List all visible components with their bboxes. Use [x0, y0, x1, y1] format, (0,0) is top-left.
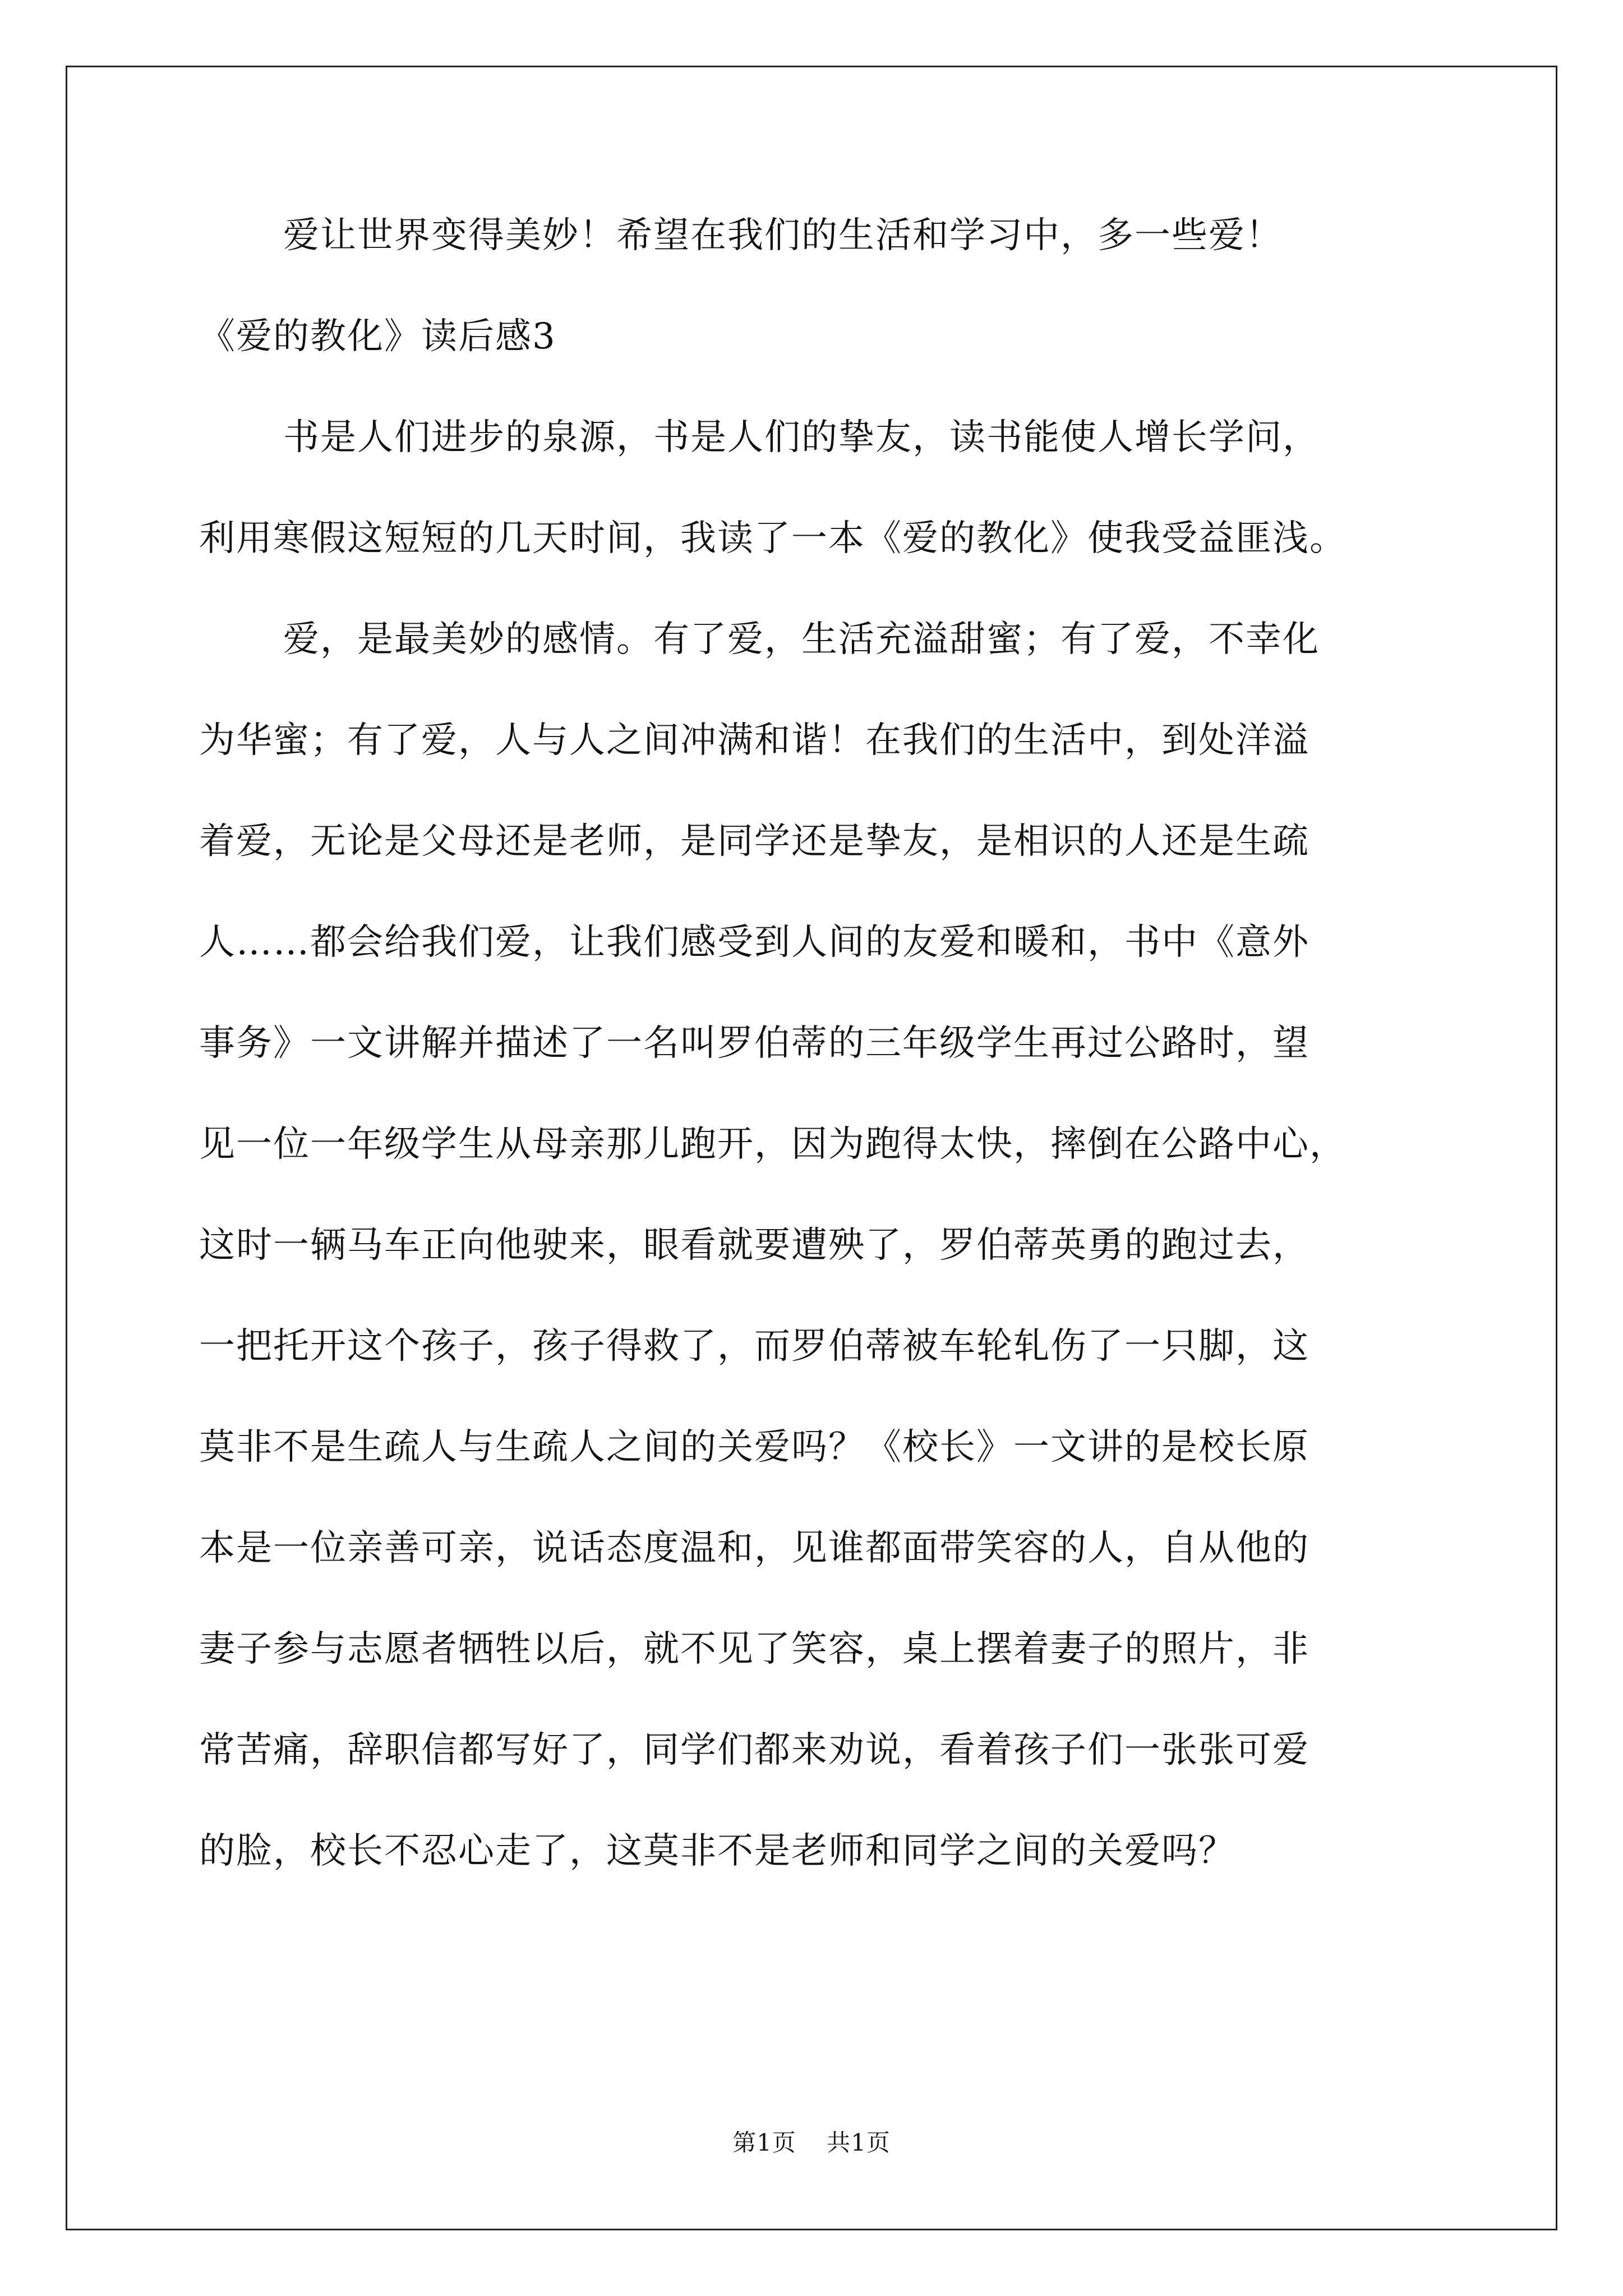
section-title: 《爱的教化》读后感3 [199, 316, 556, 357]
paragraph-line: 爱，是最美妙的感情。有了爱，生活充溢甜蜜；有了爱，不幸化 [283, 619, 1320, 660]
paragraph-line: 本是一位亲善可亲，说话态度温和，见谁都面带笑容的人，自从他的 [199, 1527, 1310, 1569]
paragraph-line: 着爱，无论是父母还是老师，是同学还是挚友，是相识的人还是生疏 [199, 821, 1310, 862]
paragraph-line: 莫非不是生疏人与生疏人之间的关爱吗？《校长》一文讲的是校长原 [199, 1427, 1310, 1468]
paragraph-line: 书是人们进步的泉源，书是人们的挚友，读书能使人增长学问， [283, 417, 1320, 458]
page-footer [0, 2126, 1623, 2160]
page-total: 共1页 [827, 2129, 891, 2156]
page-number: 第1页 [732, 2129, 796, 2156]
paragraph-line: 妻子参与志愿者牺牲以后，就不见了笑容，桌上摆着妻子的照片，非 [199, 1628, 1310, 1670]
paragraph-line: 常苦痛，辞职信都写好了，同学们都来劝说，看着孩子们一张张可爱 [199, 1729, 1310, 1771]
paragraph-line: 事务》一文讲解并描述了一名叫罗伯蒂的三年级学生再过公路时，望 [199, 1023, 1310, 1064]
paragraph-line: 利用寒假这短短的几天时间，我读了一本《爱的教化》使我受益匪浅。 [199, 518, 1347, 559]
paragraph-line: 见一位一年级学生从母亲那儿跑开，因为跑得太快，摔倒在公路中心， [199, 1124, 1347, 1165]
paragraph-line: 人……都会给我们爱，让我们感受到人间的友爱和暖和，书中《意外 [199, 922, 1310, 963]
paragraph-line: 一把托开这个孩子，孩子得救了，而罗伯蒂被车轮轧伤了一只脚，这 [199, 1326, 1310, 1367]
paragraph-line: 为华蜜；有了爱，人与人之间冲满和谐！在我们的生活中，到处洋溢 [199, 720, 1310, 761]
paragraph-line: 这时一辆马车正向他驶来，眼看就要遭殃了，罗伯蒂英勇的跑过去， [199, 1225, 1310, 1266]
paragraph-line: 的脸，校长不忍心走了，这莫非不是老师和同学之间的关爱吗？ [199, 1830, 1235, 1872]
paragraph-line: 爱让世界变得美妙！希望在我们的生活和学习中，多一些爱！ [283, 215, 1283, 256]
